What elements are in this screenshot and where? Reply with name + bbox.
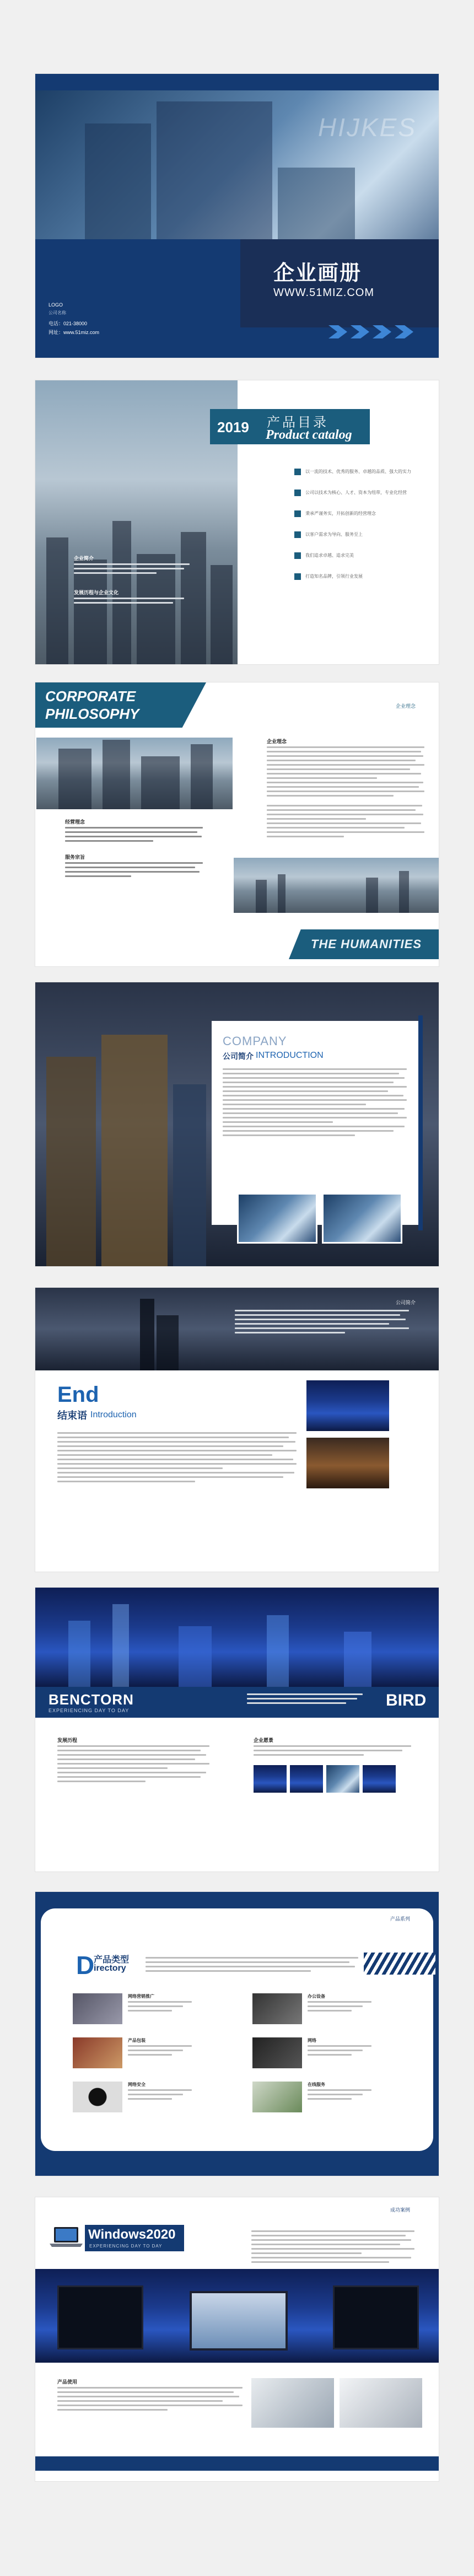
philosophy-banner-text: THE HUMANITIES	[311, 937, 422, 951]
catalog-item: 公司以技术为核心、人才、资本为纽带，专业化经营	[294, 490, 427, 496]
philosophy-heading-2: 服务宗旨	[65, 854, 85, 860]
cover-title: 企业画册	[273, 262, 362, 285]
benctorn-text-1	[57, 1745, 212, 1785]
product-item: 网络安全	[73, 2082, 200, 2115]
directory-stripe	[364, 1953, 435, 1975]
windows-page-label: 成功案例	[390, 2207, 411, 2213]
windows-body-text	[57, 2387, 245, 2413]
philosophy-right-text-2	[267, 805, 427, 840]
philosophy-text-2	[65, 862, 208, 880]
cover-spread	[35, 74, 439, 358]
product-thumb	[73, 2037, 122, 2068]
product-item: 网络	[252, 2037, 379, 2071]
directory-intro-text	[146, 1957, 360, 1975]
square-bullet-icon	[294, 531, 301, 538]
directory-page-label: 产品系列	[390, 1916, 411, 1922]
benctorn-thumb-3	[326, 1765, 359, 1793]
benctorn-sub: EXPERIENCING DAY TO DAY	[49, 1708, 130, 1713]
philosophy-skyline-photo	[36, 738, 233, 809]
cover-logo-label: LOGO	[49, 302, 63, 308]
square-bullet-icon	[294, 510, 301, 517]
company-panel-stripe	[418, 1015, 423, 1230]
windows-right-text	[251, 2230, 417, 2266]
philosophy-title-2: PHILOSOPHY	[45, 706, 139, 722]
windows-spread	[35, 2197, 439, 2481]
benctorn-left-title: BENCTORN	[49, 1691, 134, 1708]
catalog-item: 以一流的技术、优秀的服务、卓越的品质、强大的实力	[294, 469, 427, 475]
directory-white-card	[41, 1908, 433, 2151]
product-thumb	[252, 2037, 302, 2068]
company-spread	[35, 982, 439, 1266]
directory-title-en-2: irectory	[94, 1964, 126, 1973]
catalog-item-list	[294, 469, 427, 594]
cover-top-bar	[35, 74, 439, 90]
benctorn-thumb-4	[363, 1765, 396, 1793]
product-item: 在线服务	[252, 2082, 379, 2115]
windows-title: Windows2020	[88, 2227, 176, 2242]
philosophy-title-1: CORPORATE	[45, 688, 136, 704]
intro-thumb-1	[306, 1380, 389, 1431]
cover-web: 网址：www.51miz.com	[49, 330, 100, 335]
cover-url: WWW.51MIZ.COM	[273, 287, 374, 299]
cover-arrow-icons	[328, 321, 417, 343]
cover-phone: 电话：021-38000	[49, 321, 88, 326]
cover-logo-sub: 公司名称	[49, 310, 66, 315]
square-bullet-icon	[294, 573, 301, 580]
philosophy-right-text	[267, 746, 427, 799]
catalog-left-text-1	[74, 563, 195, 577]
square-bullet-icon	[294, 552, 301, 559]
product-item: 办公设备	[252, 1993, 379, 2026]
windows-bottom-bar	[35, 2456, 439, 2471]
philosophy-heading-right: 企业理念	[267, 739, 287, 744]
benctorn-text-2	[254, 1745, 413, 1758]
philosophy-city-photo	[234, 858, 439, 913]
philosophy-heading-1: 经营理念	[65, 819, 85, 825]
intro-title-en-2: Introduction	[90, 1410, 137, 1419]
intro-spread	[35, 1288, 439, 1572]
benctorn-thumb-2	[290, 1765, 323, 1793]
intro-body-text	[57, 1432, 300, 1485]
product-item: 产品包装	[73, 2037, 200, 2071]
windows-laptop-icon	[49, 2226, 84, 2248]
product-thumb	[73, 2082, 122, 2112]
benctorn-right-title: BIRD	[386, 1691, 427, 1709]
catalog-item: 我们追求卓越、追求完美	[294, 552, 427, 559]
directory-spread	[35, 1892, 439, 2176]
directory-title-cn: 产品类型	[94, 1955, 130, 1965]
company-thumb-1	[237, 1193, 317, 1244]
company-title-cn: 公司简介	[223, 1052, 254, 1061]
company-body-text	[223, 1068, 410, 1139]
philosophy-text-1	[65, 827, 208, 845]
intro-top-text	[235, 1310, 411, 1336]
benctorn-band-text	[247, 1693, 368, 1707]
catalog-item: 打造知名品牌，引领行业发展	[294, 573, 427, 580]
benctorn-heading-2: 企业愿景	[254, 1738, 274, 1743]
catalog-left-heading-2: 发展历程与企业文化	[74, 590, 119, 595]
square-bullet-icon	[294, 490, 301, 496]
cover-watermark: HIJKES	[317, 113, 417, 142]
windows-thumb-2	[340, 2378, 422, 2428]
company-thumb-2	[322, 1193, 402, 1244]
benctorn-heading-1: 发展历程	[57, 1738, 78, 1743]
company-title-en-2: INTRODUCTION	[256, 1051, 324, 1060]
intro-page-label: 公司简介	[396, 1300, 416, 1305]
catalog-left-text-2	[74, 598, 195, 606]
windows-heading: 产品使用	[57, 2379, 78, 2385]
benctorn-thumb-1	[254, 1765, 287, 1793]
catalog-title-cn: 产品目录	[267, 415, 328, 430]
windows-thumb-1	[251, 2378, 334, 2428]
product-item: 网络营销推广	[73, 1993, 200, 2026]
windows-sub: EXPERIENCING DAY TO DAY	[89, 2244, 163, 2249]
windows-monitor-photo	[35, 2269, 439, 2363]
square-bullet-icon	[294, 469, 301, 475]
catalog-spread	[35, 380, 439, 664]
philosophy-spread	[35, 682, 439, 966]
intro-title-cn: 结束语	[57, 1410, 87, 1421]
product-thumb	[252, 1993, 302, 2024]
catalog-city-photo	[35, 380, 238, 664]
catalog-year: 2019	[217, 419, 249, 435]
catalog-title-en: Product catalog	[266, 428, 352, 442]
intro-thumb-2	[306, 1438, 389, 1488]
catalog-item: 秉承严谨务实，开拓创新的经营理念	[294, 510, 427, 517]
company-title-en: COMPANY	[223, 1034, 287, 1048]
directory-title-d: D	[76, 1951, 95, 1980]
product-thumb	[252, 2082, 302, 2112]
catalog-item: 以客户需求为导向、服务至上	[294, 531, 427, 538]
catalog-left-heading-1: 企业简介	[74, 556, 94, 561]
product-thumb	[73, 1993, 122, 2024]
intro-title-en: End	[57, 1383, 99, 1407]
benctorn-spread	[35, 1588, 439, 1872]
philosophy-page-label: 企业理念	[396, 703, 416, 709]
benctorn-night-photo	[35, 1588, 439, 1687]
